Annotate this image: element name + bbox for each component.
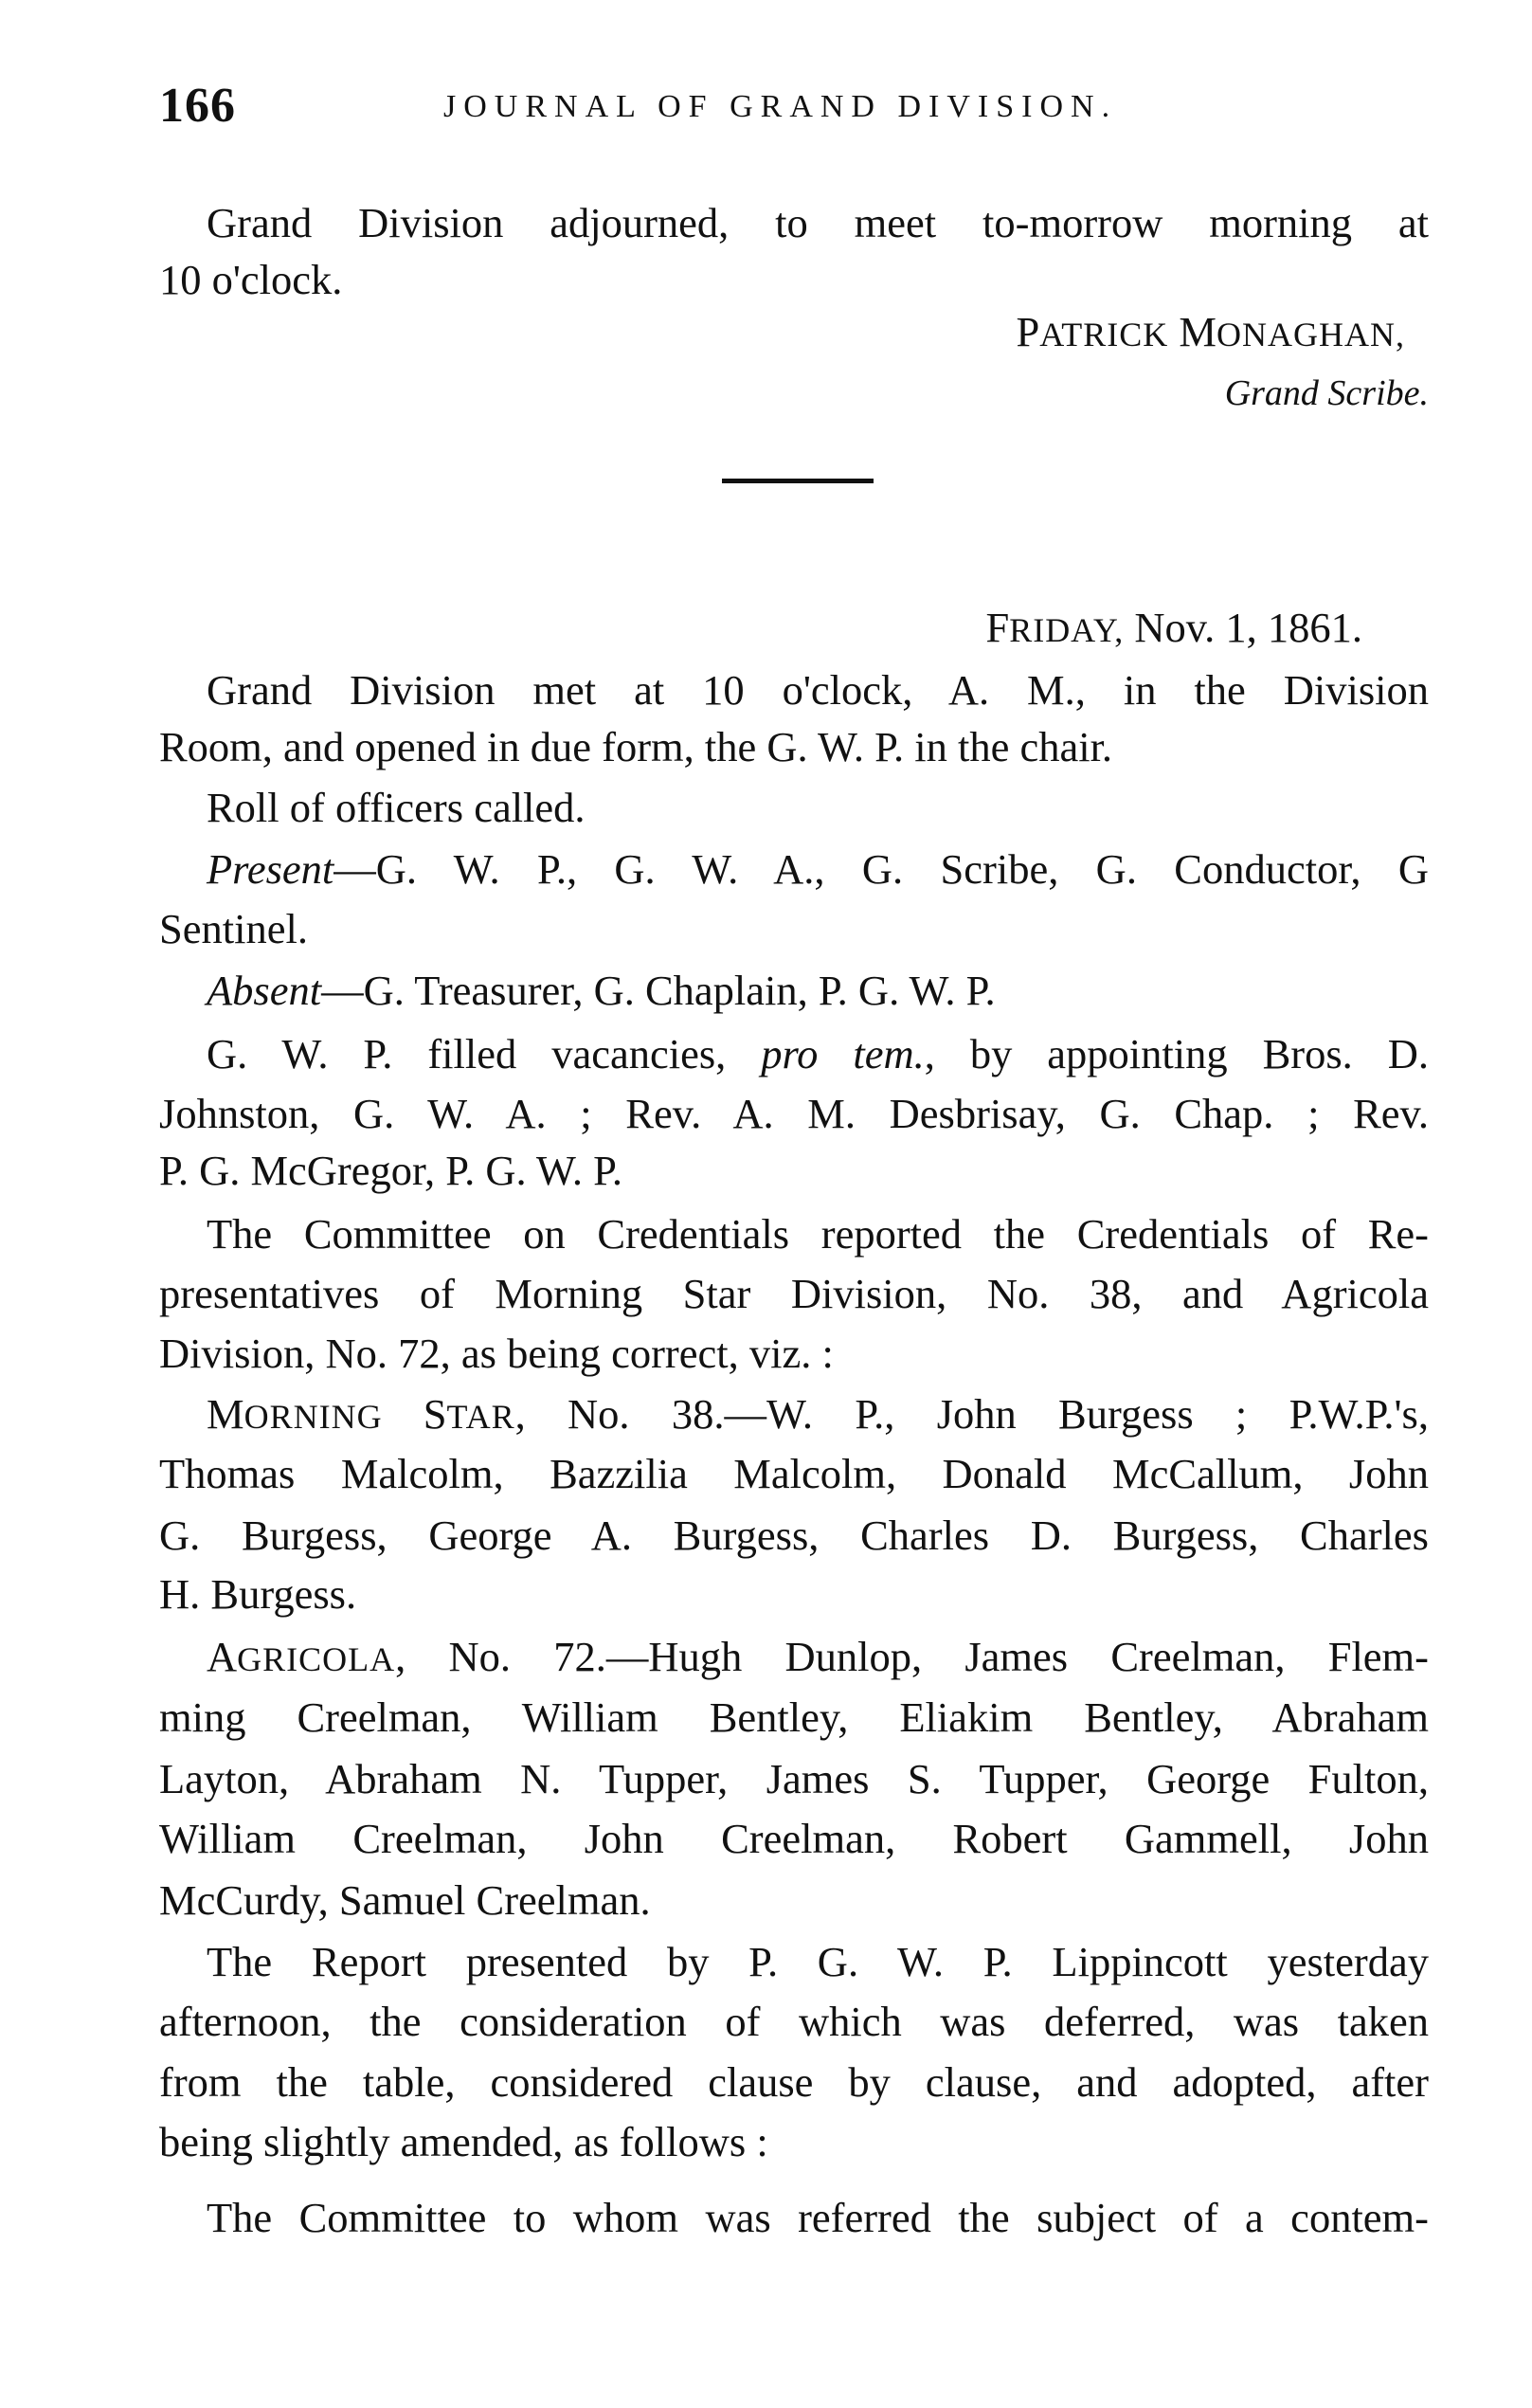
paragraph-line: William Creelman, John Creelman, Robert Gammell, John — [159, 1815, 1429, 1862]
paragraph-line: Grand Division met at 10 o'clock, A. M., in the Division — [207, 666, 1429, 714]
adjourn-line-2: 10 o'clock. — [159, 256, 343, 303]
agricola-line: AGRICOLA, No. 72.—Hugh Dunlop, James Creelman, Flem- — [207, 1633, 1429, 1680]
paragraph-line: Division, No. 72, as being correct, viz. : — [159, 1330, 834, 1377]
signature-name: PATRICK MONAGHAN, — [1016, 308, 1405, 355]
adjourn-line-1: Grand Division adjourned, to meet to-morrow morning at — [207, 199, 1429, 246]
paragraph-line: H. Burgess. — [159, 1570, 357, 1618]
page-header — [159, 78, 1429, 144]
paragraph-line: Thomas Malcolm, Bazzilia Malcolm, Donald McCallum, John — [159, 1450, 1429, 1497]
paragraph-line: afternoon, the consideration of which was deferred, was taken — [159, 1998, 1429, 2045]
paragraph-line: G. Burgess, George A. Burgess, Charles D. Burgess, Charles — [159, 1512, 1429, 1559]
paragraph-line: The Committee to whom was referred the subject of a contem- — [207, 2194, 1429, 2241]
paragraph-line: from the table, considered clause by clause, and adopted, after — [159, 2058, 1429, 2106]
running-title: JOURNAL OF GRAND DIVISION. — [443, 89, 1118, 124]
paragraph-line: McCurdy, Samuel Creelman. — [159, 1876, 651, 1924]
signature-title: Grand Scribe. — [1224, 373, 1429, 413]
paragraph-line: Sentinel. — [159, 905, 308, 952]
morning-star-line: MORNING STAR, No. 38.—W. P., John Burgess ; P.W.P.'s, — [207, 1390, 1429, 1438]
paragraph-line: ming Creelman, William Bentley, Eliakim Bentley, Abraham — [159, 1693, 1429, 1741]
paragraph-line: P. G. McGregor, P. G. W. P. — [159, 1147, 623, 1194]
paragraph-line: Johnston, G. W. A. ; Rev. A. M. Desbrisay, G. Chap. ; Rev. — [159, 1090, 1429, 1137]
paragraph-line: Layton, Abraham N. Tupper, James S. Tupper, George Fulton, — [159, 1755, 1429, 1802]
paragraph-line: being slightly amended, as follows : — [159, 2118, 768, 2165]
page-number: 166 — [159, 79, 236, 133]
absent-line: Absent—G. Treasurer, G. Chaplain, P. G. W. P. — [207, 967, 996, 1014]
paragraph-line: Room, and opened in due form, the G. W. P. in the chair. — [159, 723, 1113, 770]
dateline: FRIDAY, Nov. 1, 1861. — [985, 604, 1362, 651]
paragraph-line: presentatives of Morning Star Division, No. 38, and Agricola — [159, 1270, 1429, 1317]
present-line: Present—G. W. P., G. W. A., G. Scribe, G. Conductor, G — [207, 845, 1429, 893]
paragraph-line: The Report presented by P. G. W. P. Lippincott yesterday — [207, 1938, 1429, 1985]
paragraph-line: The Committee on Credentials reported the Credentials of Re- — [207, 1210, 1429, 1258]
section-divider — [722, 479, 874, 483]
vacancies-line: G. W. P. filled vacancies, pro tem., by appointing Bros. D. — [207, 1030, 1429, 1077]
paragraph-line: Roll of officers called. — [207, 784, 586, 831]
